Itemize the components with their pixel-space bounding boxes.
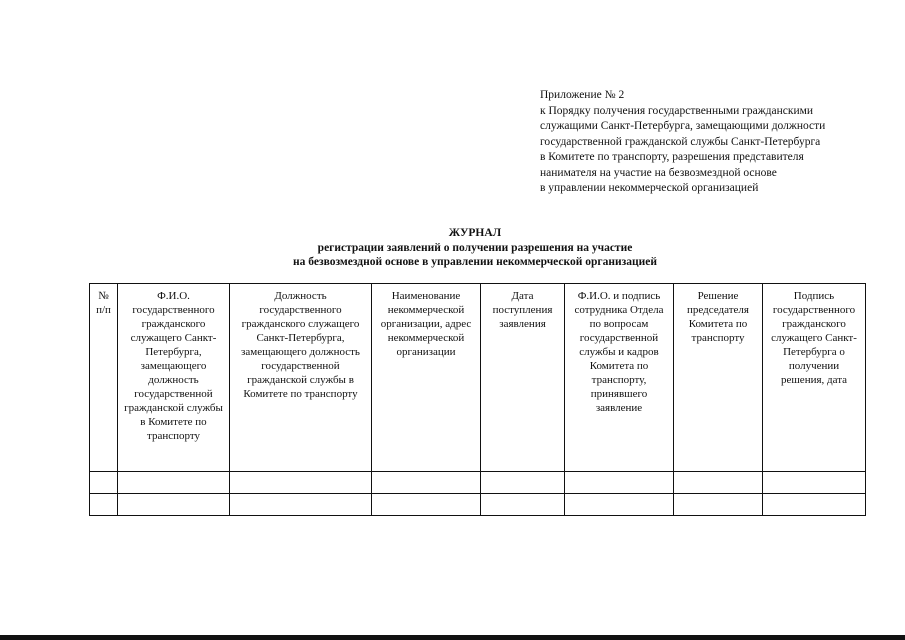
document-heading <box>180 226 770 270</box>
table-cell <box>118 472 230 494</box>
column-header-decision: Решение председателя Комитета по транспорту <box>674 284 763 472</box>
table-cell <box>372 494 481 516</box>
appendix-line: нанимателя на участие на безвозмездной основе <box>540 166 777 179</box>
table-cell <box>565 494 674 516</box>
table-cell <box>481 494 565 516</box>
column-header-hr-officer: Ф.И.О. и подпись сотрудника Отдела по вопросам государственной службы и кадров Комитета по транспорту, принявшего заявление <box>565 284 674 472</box>
column-header-signature: Подпись государственного гражданского служащего Санкт-Петербурга о получении решения, дата <box>763 284 866 472</box>
column-header-organization: Наименование некоммерческой организации, адрес некоммерческой организации <box>372 284 481 472</box>
column-header-employee-name: Ф.И.О. государственного гражданского служащего Санкт-Петербурга, замещающего должность государственной гражданской службы в Комитете по транспорту <box>118 284 230 472</box>
table-cell <box>90 494 118 516</box>
table-cell <box>230 472 372 494</box>
table-cell <box>763 494 866 516</box>
table-cell <box>481 472 565 494</box>
table-cell <box>674 472 763 494</box>
appendix-line: государственной гражданской службы Санкт-Петербурга <box>540 135 821 148</box>
table-row <box>90 472 866 494</box>
table-header-row <box>90 284 866 472</box>
table-cell <box>90 472 118 494</box>
appendix-line: Приложение № 2 <box>540 89 625 101</box>
table-cell <box>674 494 763 516</box>
column-header-employee-position: Должность государственного гражданского служащего Санкт-Петербурга, замещающего должность государственной гражданской службы в Комитете по транспорту <box>230 284 372 472</box>
table-cell <box>372 472 481 494</box>
column-header-number: № п/п <box>90 284 118 472</box>
table-cell <box>118 494 230 516</box>
journal-table <box>89 283 866 516</box>
document-title: ЖУРНАЛ <box>448 227 502 239</box>
appendix-line: в управлении некоммерческой организацией <box>540 182 759 194</box>
document-subtitle: на безвозмездной основе в управлении некоммерческой организацией <box>293 256 657 268</box>
scan-border <box>0 635 905 640</box>
table-cell <box>763 472 866 494</box>
appendix-note <box>540 88 885 197</box>
table-row <box>90 494 866 516</box>
appendix-line: в Комитете по транспорту, разрешения представителя <box>540 151 804 163</box>
appendix-line: к Порядку получения государственными гражданскими <box>540 104 814 117</box>
appendix-line: служащими Санкт-Петербурга, замещающими должности <box>540 120 826 132</box>
table-cell <box>565 472 674 494</box>
column-header-receipt-date: Дата поступления заявления <box>481 284 565 472</box>
document-subtitle: регистрации заявлений о получении разрешения на участие <box>317 241 633 254</box>
table-cell <box>230 494 372 516</box>
